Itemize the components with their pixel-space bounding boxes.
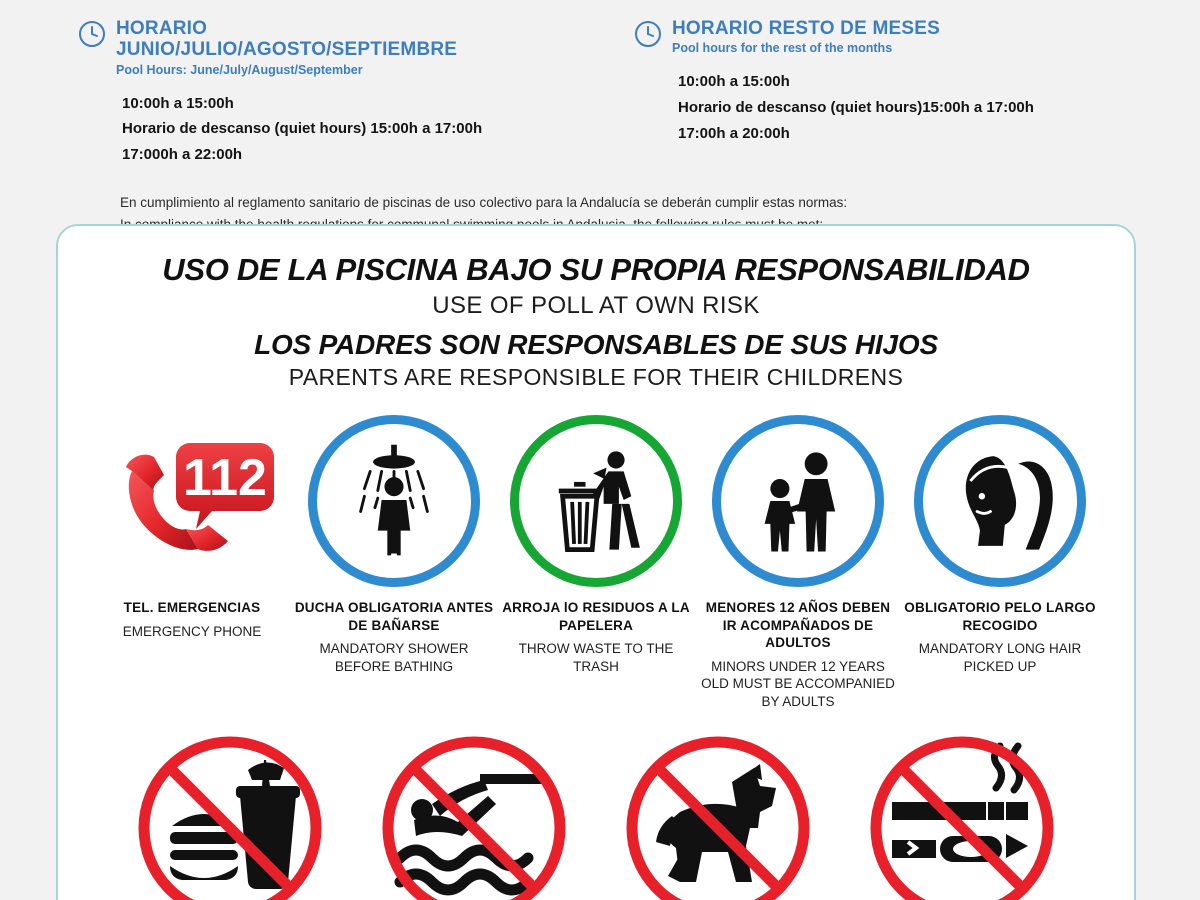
rule-caption-en: MANDATORY LONG HAIR PICKED UP: [918, 641, 1082, 674]
pool-hours-rest: [634, 18, 1054, 168]
pool-hours-rest-subtitle: Pool hours for the rest of the months: [672, 41, 893, 56]
pool-hours-line: Horario de descanso (quiet hours)15:00h a 17:00h: [678, 99, 1034, 117]
rules-card: [56, 224, 1136, 900]
rule-caption-es: OBLIGATORIO PELO LARGO RECOGIDO: [904, 600, 1096, 633]
rule-caption-es: DUCHA OBLIGATORIA ANTES DE BAÑARSE: [294, 600, 494, 633]
rule-caption-en: MANDATORY SHOWER BEFORE BATHING: [319, 641, 469, 674]
compliance-note-es: En cumplimiento al reglamento sanitario de piscinas de uso colectivo para la Andalucía se deberán cumplir estas normas:: [120, 194, 848, 210]
rule-caption-en: THROW WASTE TO THE TRASH: [518, 641, 674, 674]
mandatory-shower-icon: [306, 413, 482, 589]
pool-hours-line: 10:00h a 15:00h: [122, 94, 234, 112]
rule-mandatory-shower: [294, 413, 494, 710]
rule-emergency-phone: [92, 413, 292, 710]
no-smoking-vaping-icon: [864, 730, 1060, 900]
prohibition-no-diving: [369, 730, 579, 900]
pool-hours-rest-header: [634, 18, 1054, 55]
long-hair-tied-up-icon: [912, 413, 1088, 589]
pool-hours-line: Horario de descanso (quiet hours) 15:00h a 17:00h: [122, 120, 483, 138]
throw-waste-to-trash-icon: [508, 413, 684, 589]
pool-hours-summer: [78, 18, 498, 168]
minors-accompanied-icon: [710, 413, 886, 589]
prohibition-no-food-drinks: [125, 730, 335, 900]
rule-long-hair-tied: [900, 413, 1100, 710]
rule-caption-es: MENORES 12 AÑOS DEBEN IR ACOMPAÑADOS DE ADULTOS: [705, 600, 891, 651]
rule-throw-waste: [496, 413, 696, 710]
headline-parents-en: PARENTS ARE RESPONSIBLE FOR THEIR CHILDRENS: [288, 364, 904, 390]
pool-hours-rest-title: HORARIO RESTO DE MESES: [672, 18, 940, 39]
emergency-phone-112-icon: [104, 413, 280, 589]
pool-hours-line: 10:00h a 15:00h: [678, 73, 790, 91]
pool-hours-line: 17:000h a 22:00h: [122, 146, 243, 164]
rule-caption-es: ARROJA lO RESIDUOS A LA PAPELERA: [502, 600, 690, 633]
headline-own-risk-en: USE OF POLL AT OWN RISK: [432, 292, 760, 319]
rule-minors-accompanied: [698, 413, 898, 710]
pool-hours-summer-header: [78, 18, 498, 77]
no-food-drinks-icon: [132, 730, 328, 900]
pool-hours-summer-title: HORARIO JUNIO/JULIO/AGOSTO/SEPTIEMBRE: [116, 18, 458, 61]
clock-icon: [634, 20, 662, 48]
no-diving-icon: [376, 730, 572, 900]
clock-icon: [78, 20, 106, 48]
prohibition-no-smoking-vaping: [857, 730, 1067, 900]
rule-caption-en: EMERGENCY PHONE: [122, 623, 262, 639]
headline-parents-es: LOS PADRES SON RESPONSABLES DE SUS HIJOS: [254, 329, 938, 360]
rule-caption-es: TEL. EMERGENCIAS: [123, 600, 261, 615]
emergency-number-text: 112: [183, 449, 267, 507]
pool-hours-summer-lines: [122, 91, 498, 168]
pool-hours-rest-lines: [678, 69, 1054, 146]
rule-caption-en: MINORS UNDER 12 YEARS OLD MUST BE ACCOMPANIED BY ADULTS: [701, 658, 895, 709]
pool-hours-section: [0, 0, 1200, 168]
pool-hours-line: 17:00h a 20:00h: [678, 124, 790, 142]
headline-own-risk-es: USO DE LA PISCINA BAJO SU PROPIA RESPONSABILIDAD: [162, 252, 1030, 287]
no-pets-icon: [620, 730, 816, 900]
pool-hours-summer-subtitle: Pool Hours: June/July/August/September: [116, 62, 363, 77]
prohibition-rules-row: [78, 730, 1114, 900]
mandatory-rules-row: [78, 413, 1114, 710]
prohibition-no-pets: [613, 730, 823, 900]
